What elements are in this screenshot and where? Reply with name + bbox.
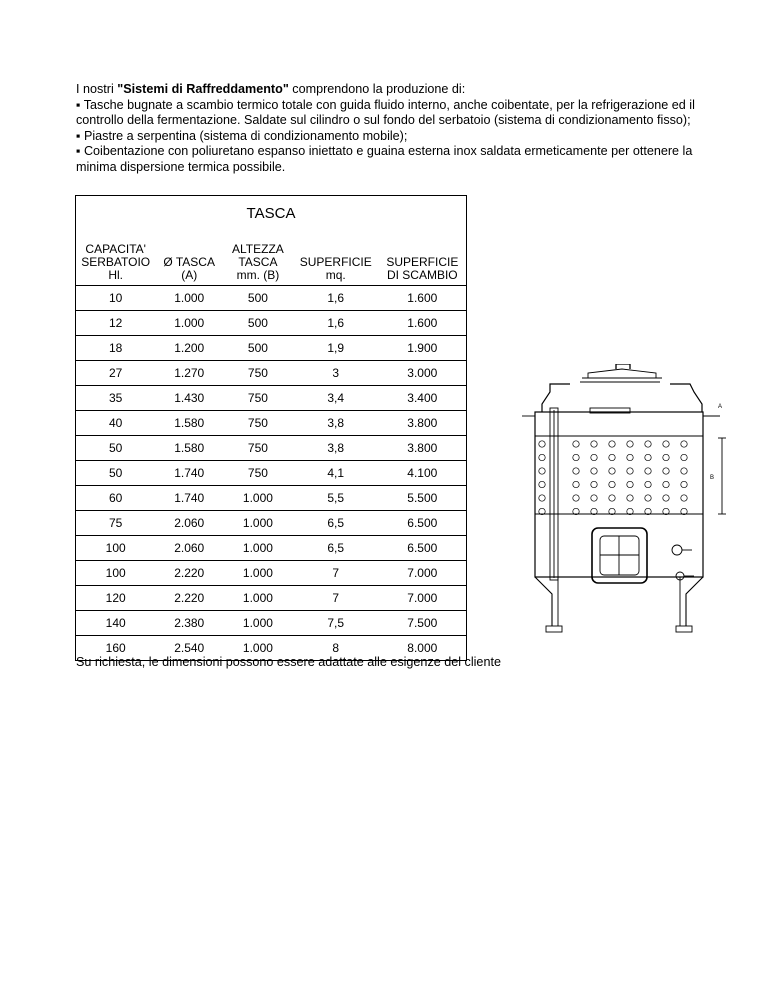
cell-scambio: 1.900 xyxy=(379,336,467,361)
cell-diametro: 2.220 xyxy=(155,561,223,586)
cell-capacita: 140 xyxy=(76,611,156,636)
cell-altezza: 500 xyxy=(223,311,293,336)
cell-superficie: 7,5 xyxy=(293,611,379,636)
cell-diametro: 1.000 xyxy=(155,286,223,311)
header-altezza-tasca: ALTEZZA TASCA mm. (B) xyxy=(223,224,293,286)
cell-capacita: 50 xyxy=(76,461,156,486)
cell-superficie: 1,6 xyxy=(293,286,379,311)
table-row xyxy=(76,311,467,336)
dimple xyxy=(573,454,579,460)
cell-capacita: 160 xyxy=(76,636,156,661)
table-row xyxy=(76,336,467,361)
dimple xyxy=(645,468,651,474)
table-row xyxy=(76,511,467,536)
dimple xyxy=(627,454,633,460)
cell-superficie: 6,5 xyxy=(293,511,379,536)
cell-superficie: 1,6 xyxy=(293,311,379,336)
dimple xyxy=(645,454,651,460)
dimple xyxy=(645,495,651,501)
dimple xyxy=(681,468,687,474)
cell-altezza: 750 xyxy=(223,436,293,461)
cell-capacita: 60 xyxy=(76,486,156,511)
intro-bullet-2: ▪ Piastre a serpentina (sistema di condizionamento mobile); xyxy=(76,128,408,143)
cell-superficie: 7 xyxy=(293,586,379,611)
dimple xyxy=(539,441,545,447)
cell-superficie: 1,9 xyxy=(293,336,379,361)
dimple xyxy=(539,468,545,474)
table-row xyxy=(76,611,467,636)
dimple xyxy=(627,481,633,487)
cell-superficie: 8 xyxy=(293,636,379,661)
dimple xyxy=(663,495,669,501)
cell-scambio: 3.800 xyxy=(379,411,467,436)
cell-altezza: 500 xyxy=(223,336,293,361)
cell-scambio: 1.600 xyxy=(379,311,467,336)
cell-superficie: 3,4 xyxy=(293,386,379,411)
cell-capacita: 12 xyxy=(76,311,156,336)
dimple xyxy=(609,481,615,487)
intro-line-1: I nostri "Sistemi di Raffreddamento" comprendono la produzione di: xyxy=(76,82,466,96)
dimple xyxy=(645,481,651,487)
cell-scambio: 3.000 xyxy=(379,361,467,386)
table-row xyxy=(76,411,467,436)
header-capacita: CAPACITA' SERBATOIO Hl. xyxy=(76,224,156,286)
cell-altezza: 1.000 xyxy=(223,586,293,611)
cell-diametro: 2.060 xyxy=(155,536,223,561)
cell-diametro: 1.000 xyxy=(155,311,223,336)
cell-capacita: 100 xyxy=(76,561,156,586)
cell-capacita: 120 xyxy=(76,586,156,611)
cell-capacita: 18 xyxy=(76,336,156,361)
cell-diametro: 1.200 xyxy=(155,336,223,361)
cell-diametro: 2.060 xyxy=(155,511,223,536)
cell-diametro: 2.220 xyxy=(155,586,223,611)
cell-scambio: 7.500 xyxy=(379,611,467,636)
dimple xyxy=(573,441,579,447)
dimple xyxy=(681,495,687,501)
table-row xyxy=(76,436,467,461)
cell-superficie: 3,8 xyxy=(293,411,379,436)
dimple xyxy=(609,441,615,447)
dimple xyxy=(539,481,545,487)
dimple xyxy=(627,441,633,447)
cell-scambio: 4.100 xyxy=(379,461,467,486)
cell-diametro: 1.740 xyxy=(155,486,223,511)
cell-altezza: 1.000 xyxy=(223,536,293,561)
dimple xyxy=(609,454,615,460)
dimple xyxy=(627,495,633,501)
cell-altezza: 750 xyxy=(223,386,293,411)
tasca-table xyxy=(75,195,467,661)
cell-scambio: 5.500 xyxy=(379,486,467,511)
dimple xyxy=(573,481,579,487)
dimple xyxy=(681,454,687,460)
dimple xyxy=(573,468,579,474)
cell-altezza: 1.000 xyxy=(223,611,293,636)
cell-altezza: 750 xyxy=(223,361,293,386)
cell-scambio: 6.500 xyxy=(379,511,467,536)
cell-superficie: 4,1 xyxy=(293,461,379,486)
cell-diametro: 1.580 xyxy=(155,411,223,436)
tank-drawing xyxy=(510,364,730,639)
label-b: B xyxy=(710,475,715,481)
table-row xyxy=(76,386,467,411)
table-row xyxy=(76,461,467,486)
cell-diametro: 1.740 xyxy=(155,461,223,486)
cell-scambio: 6.500 xyxy=(379,536,467,561)
cell-capacita: 27 xyxy=(76,361,156,386)
cell-superficie: 5,5 xyxy=(293,486,379,511)
dimple xyxy=(663,481,669,487)
cell-diametro: 1.270 xyxy=(155,361,223,386)
cell-capacita: 40 xyxy=(76,411,156,436)
cell-altezza: 750 xyxy=(223,461,293,486)
table-header-row xyxy=(76,224,467,286)
cell-diametro: 2.380 xyxy=(155,611,223,636)
cell-scambio: 1.600 xyxy=(379,286,467,311)
intro-bullet-1: ▪ Tasche bugnate a scambio termico totale con guida fluido interno, anche coibentate, per la refrigerazione ed il controllo della fermentazione. Saldate sul cilindro o sul fondo del serbatoio (sistema di condizionamento fisso); xyxy=(76,97,695,128)
cell-capacita: 100 xyxy=(76,536,156,561)
table-title: TASCA xyxy=(76,196,467,225)
dimple xyxy=(573,495,579,501)
cell-altezza: 1.000 xyxy=(223,636,293,661)
cell-capacita: 50 xyxy=(76,436,156,461)
cell-scambio: 7.000 xyxy=(379,561,467,586)
dimple xyxy=(609,495,615,501)
cell-superficie: 6,5 xyxy=(293,536,379,561)
cell-capacita: 35 xyxy=(76,386,156,411)
dimple xyxy=(591,495,597,501)
dimple xyxy=(681,441,687,447)
cell-superficie: 3 xyxy=(293,361,379,386)
cell-capacita: 10 xyxy=(76,286,156,311)
cell-diametro: 1.580 xyxy=(155,436,223,461)
intro-text xyxy=(76,82,716,176)
footer-note: Su richiesta, le dimensioni possono essere adattate alle esigenze del cliente xyxy=(76,655,501,669)
intro-bullet-3: ▪ Coibentazione con poliuretano espanso iniettato e guaina esterna inox saldata ermeticamente per ottenere la minima dispersione termica possibile. xyxy=(76,144,693,174)
dimple xyxy=(681,481,687,487)
table-row xyxy=(76,536,467,561)
cell-altezza: 500 xyxy=(223,286,293,311)
cell-scambio: 7.000 xyxy=(379,586,467,611)
header-superficie: SUPERFICIE mq. xyxy=(293,224,379,286)
dimple xyxy=(591,441,597,447)
cell-altezza: 1.000 xyxy=(223,486,293,511)
cell-diametro: 2.540 xyxy=(155,636,223,661)
dimple xyxy=(663,454,669,460)
dimple xyxy=(539,495,545,501)
dimple xyxy=(591,454,597,460)
cell-altezza: 750 xyxy=(223,411,293,436)
table-row xyxy=(76,586,467,611)
table-row xyxy=(76,286,467,311)
header-diametro-tasca: Ø TASCA (A) xyxy=(155,224,223,286)
table-row xyxy=(76,486,467,511)
dimple xyxy=(609,468,615,474)
table-row xyxy=(76,361,467,386)
cell-superficie: 7 xyxy=(293,561,379,586)
dimple xyxy=(645,441,651,447)
cell-scambio: 8.000 xyxy=(379,636,467,661)
dimple xyxy=(663,468,669,474)
label-a: A xyxy=(718,404,723,410)
header-superficie-scambio: SUPERFICIE DI SCAMBIO xyxy=(379,224,467,286)
dimple xyxy=(539,454,545,460)
dimple xyxy=(663,441,669,447)
dimple xyxy=(627,468,633,474)
cell-altezza: 1.000 xyxy=(223,511,293,536)
dimple xyxy=(591,481,597,487)
cell-capacita: 75 xyxy=(76,511,156,536)
cell-scambio: 3.400 xyxy=(379,386,467,411)
cell-diametro: 1.430 xyxy=(155,386,223,411)
cell-superficie: 3,8 xyxy=(293,436,379,461)
cell-scambio: 3.800 xyxy=(379,436,467,461)
dimple xyxy=(591,468,597,474)
table-row xyxy=(76,561,467,586)
cell-altezza: 1.000 xyxy=(223,561,293,586)
